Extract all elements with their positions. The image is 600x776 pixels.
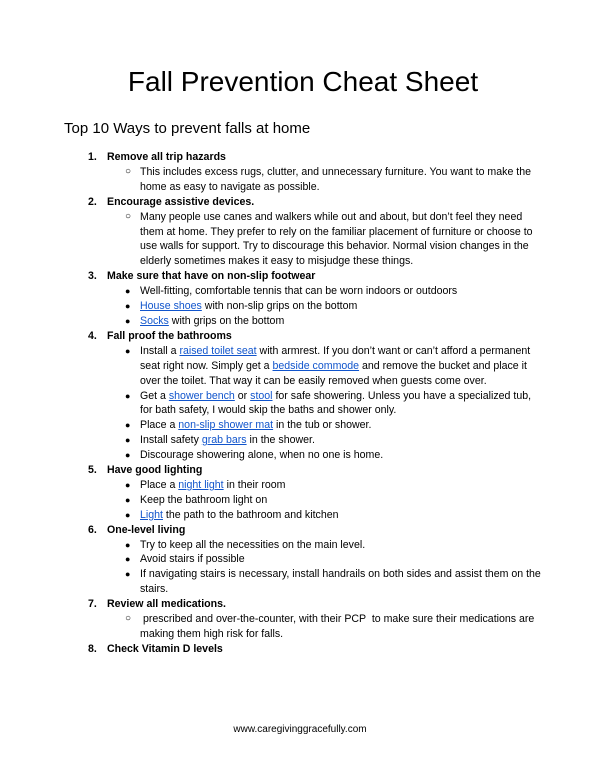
bullet-icon: ○ [125, 210, 132, 222]
item-title: Make sure that have on non-slip footwear [107, 270, 316, 283]
bullet-icon: ● [125, 390, 131, 401]
bullet-icon: ● [125, 420, 131, 431]
hyperlink[interactable]: House shoes [140, 300, 202, 313]
sub-text: House shoes with non-slip grips on the bottom [140, 300, 358, 313]
list-item-head [64, 329, 542, 344]
hyperlink[interactable]: Light [140, 508, 163, 521]
sub-item [64, 478, 542, 493]
list-item [64, 523, 542, 598]
sub-text: Get a shower bench or stool for safe showering. Unless you have a specialized tub, for bath safety, I would skip the baths and shower only. [140, 389, 534, 417]
list-item [64, 195, 542, 270]
sub-text: This includes excess rugs, clutter, and unnecessary furniture. You want to make the home as easy to navigate as possible. [140, 165, 534, 193]
sub-item [64, 299, 542, 314]
bullet-icon: ● [125, 509, 131, 520]
list-item [64, 597, 542, 642]
hyperlink[interactable]: grab bars [201, 434, 247, 447]
tips-list [64, 150, 542, 657]
bullet-icon: ● [125, 494, 131, 505]
list-item [64, 269, 542, 329]
item-title: Encourage assistive devices. [107, 195, 255, 208]
sub-text: Install safety grab bars in the shower. [140, 434, 315, 447]
hyperlink[interactable]: night light [178, 478, 224, 491]
item-number: 7. [88, 598, 97, 611]
sub-item [64, 448, 542, 463]
bullet-icon: ● [125, 450, 131, 461]
list-item-head [64, 463, 542, 478]
bullet-icon: ● [125, 539, 131, 550]
sub-item [64, 567, 542, 597]
item-number: 5. [88, 464, 97, 477]
bullet-icon: ● [125, 479, 131, 490]
hyperlink[interactable]: bedside commode [272, 359, 360, 372]
hyperlink[interactable]: shower bench [168, 389, 235, 402]
item-number: 3. [88, 270, 97, 283]
hyperlink[interactable]: non-slip shower mat [178, 419, 274, 432]
sub-item [64, 508, 542, 523]
list-item-head [64, 150, 542, 165]
sub-item [64, 552, 542, 567]
item-number: 6. [88, 523, 97, 536]
item-title: Check Vitamin D levels [107, 642, 223, 655]
sub-text: Place a night light in their room [140, 478, 286, 491]
sub-text: Keep the bathroom light on [140, 493, 268, 506]
bullet-icon: ● [125, 286, 131, 297]
bullet-icon: ● [125, 315, 131, 326]
bullet-icon: ● [125, 569, 131, 580]
item-title: Remove all trip hazards [107, 151, 226, 163]
list-item [64, 463, 542, 523]
bullet-icon: ● [125, 435, 131, 446]
sub-item [64, 344, 542, 389]
list-item [64, 642, 542, 657]
sub-text: Light the path to the bathroom and kitchen [140, 508, 339, 521]
bullet-icon: ● [125, 554, 131, 565]
item-number: 4. [88, 329, 97, 342]
list-item-head [64, 195, 542, 210]
sub-item [64, 210, 542, 270]
sub-item [64, 493, 542, 508]
hyperlink[interactable]: raised toilet seat [179, 344, 257, 357]
item-title: One-level living [107, 523, 186, 536]
list-item [64, 329, 542, 463]
item-title: Fall proof the bathrooms [107, 329, 232, 342]
item-number: 8. [88, 642, 97, 655]
item-title: Have good lighting [107, 464, 203, 477]
list-item-head [64, 269, 542, 284]
sub-text: Socks with grips on the bottom [140, 314, 285, 327]
sub-item [64, 433, 542, 448]
item-title: Review all medications. [107, 598, 226, 611]
bullet-icon: ● [125, 345, 131, 356]
item-number: 2. [88, 195, 97, 208]
hyperlink[interactable]: Socks [140, 314, 169, 327]
sub-text: Place a non-slip shower mat in the tub or shower. [140, 419, 372, 432]
list-item-head [64, 523, 542, 538]
bullet-icon: ● [125, 301, 131, 312]
sub-item [64, 538, 542, 553]
sub-text: Install a raised toilet seat with armrest. If you don’t want or can’t afford a permanent seat right now. Simply get a bedside commode and remove the bucket and place it over the toilet. That way it can be easily removed when guests come over. [140, 344, 534, 387]
footer-url: www.caregivinggracefully.com [233, 724, 367, 735]
sub-item [64, 284, 542, 299]
sub-item [64, 165, 542, 195]
list-item [64, 150, 542, 195]
bullet-icon: ○ [125, 613, 132, 625]
sub-item [64, 314, 542, 329]
list-item-head [64, 597, 542, 612]
sub-text: Try to keep all the necessities on the main level. [140, 538, 366, 551]
page-title: Fall Prevention Cheat Sheet [127, 66, 479, 97]
sub-text: prescribed and over-the-counter, with their PCP to make sure their medications are making them high risk for falls. [140, 613, 538, 640]
sub-text: If navigating stairs is necessary, install handrails on both sides and assist them on the stairs. [140, 568, 544, 596]
sub-text: Many people use canes and walkers while out and about, but don’t feel they need them at home. They prefer to rely on the familiar placement of furniture or choose to use walls for support. Try to discourage this behavior. Normal vision changes in the elderly sometimes makes it easy to misjudge these things. [140, 210, 536, 268]
item-number: 1. [88, 151, 97, 163]
sub-item [64, 418, 542, 433]
section-heading: Top 10 Ways to prevent falls at home [64, 120, 311, 137]
hyperlink[interactable]: stool [250, 389, 273, 402]
sub-text: Avoid stairs if possible [140, 553, 245, 566]
sub-item [64, 389, 542, 419]
bullet-icon: ○ [125, 165, 132, 177]
sub-text: Discourage showering alone, when no one is home. [140, 449, 384, 462]
list-item-head [64, 642, 542, 657]
sub-text: Well-fitting, comfortable tennis that can be worn indoors or outdoors [140, 285, 458, 298]
sub-item [64, 612, 542, 642]
